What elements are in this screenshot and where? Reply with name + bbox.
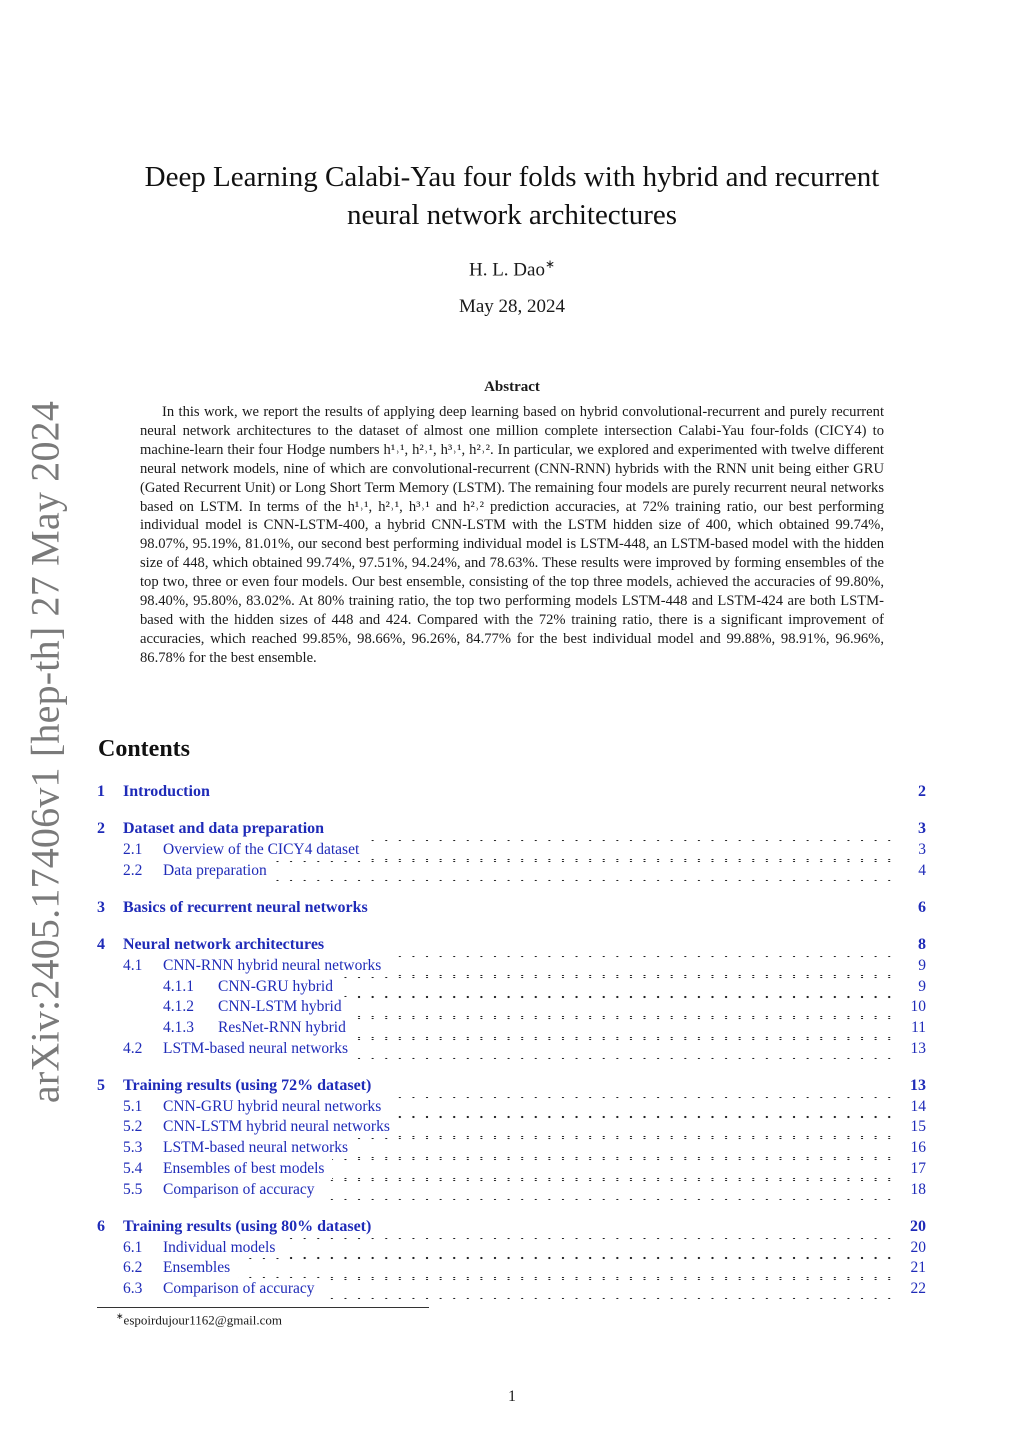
toc-entry-page[interactable]: 22: [910, 1280, 926, 1297]
toc-subsection-entry[interactable]: [0, 1258, 1024, 1278]
toc-leader-dots: [323, 1279, 896, 1299]
toc-entry-page[interactable]: 2: [918, 783, 926, 800]
toc-entry-title[interactable]: Overview of the CICY4 dataset: [163, 841, 360, 858]
abstract-text: In this work, we report the results of applying deep learning based on hybrid convolutional-recurrent and purely recurrent neural network architectures to the dataset of almost one million complete intersection Calabi-Yau four-folds (CICY4) to machine-learn their four Hodge numbers h¹˒¹, h²˒¹, h³˒¹, h²˒². In particular, we explored and experimented with twelve different neural network models, nine of which are convolutional-recurrent (CNN-RNN) hybrids with the RNN unit being either GRU (Gated Recurrent Unit) or Long Short Term Memory (LSTM). The remaining four models are purely recurrent neural networks based on LSTM. In terms of the h¹˒¹, h²˒¹, h³˒¹ and h²˒² prediction accuracies, at 72% training ratio, our best performing individual model is CNN-LSTM-400, a hybrid CNN-LSTM with the LSTM hidden size of 400, which obtained 99.74%, 98.07%, 95.19%, 81.01%, our second best performing individual model is LSTM-448, an LSTM-based model with the hidden size of 448, which obtained 99.74%, 97.51%, 94.24%, and 78.63%. These results were improved by forming ensembles of the top two, three or even four models. Our best ensemble, consisting of the top three models, achieved the accuracies of 99.80%, 98.40%, 95.80%, 83.02%. At 80% training ratio, the top two performing models LSTM-448 and LSTM-424 are both LSTM-based with the hidden sizes of 448 and 424. Compared with the 72% training ratio, there is a significant improvement of accuracies, which reached 99.85%, 98.66%, 96.26%, 84.77% for the best individual model and 99.88%, 98.91%, 96.96%, 86.78% for the best ensemble.: [140, 404, 884, 666]
toc-entry-number: 5.1: [123, 1098, 143, 1115]
toc-entry-title[interactable]: Comparison of accuracy: [163, 1181, 315, 1198]
toc-leader-dots: [367, 840, 896, 860]
toc-entry-title[interactable]: Comparison of accuracy: [163, 1280, 315, 1297]
toc-entry-page[interactable]: 13: [910, 1077, 926, 1094]
footnote-divider: [97, 1307, 429, 1308]
toc-subsection-entry[interactable]: [0, 1039, 1024, 1059]
toc-subsection-entry[interactable]: [0, 997, 1024, 1017]
toc-entry-title[interactable]: Neural network architectures: [123, 936, 325, 953]
toc-subsection-entry[interactable]: [0, 1238, 1024, 1258]
toc-entry-number: 5.2: [123, 1118, 143, 1135]
toc-subsection-entry[interactable]: [0, 956, 1024, 976]
contents-heading: Contents: [98, 736, 191, 762]
toc-entry-title[interactable]: ResNet-RNN hybrid: [218, 1019, 346, 1036]
toc-entry-page[interactable]: 15: [910, 1118, 926, 1135]
toc-entry-number: 5: [97, 1077, 105, 1094]
toc-subsection-entry[interactable]: [0, 1159, 1024, 1179]
toc-entry-title[interactable]: CNN-RNN hybrid neural networks: [163, 957, 382, 974]
toc-entry-number: 4: [97, 936, 105, 953]
toc-entry-page[interactable]: 3: [918, 841, 926, 858]
toc-leader-dots: [398, 1117, 896, 1137]
toc-entry-number: 2.2: [123, 862, 143, 879]
toc-entry-page[interactable]: 9: [918, 978, 926, 995]
toc-entry-page[interactable]: 20: [910, 1218, 926, 1235]
toc-entry-number: 1: [97, 783, 105, 800]
toc-leader-dots: [332, 1159, 896, 1179]
toc-entry-title[interactable]: CNN-LSTM hybrid neural networks: [163, 1118, 390, 1135]
publication-date: May 28, 2024: [458, 296, 566, 317]
toc-entry-title[interactable]: LSTM-based neural networks: [163, 1040, 349, 1057]
toc-entry-page[interactable]: 3: [918, 820, 926, 837]
toc-entry-title[interactable]: LSTM-based neural networks: [163, 1139, 349, 1156]
toc-entry-number: 4.1: [123, 957, 143, 974]
toc-entry-page[interactable]: 20: [910, 1239, 926, 1256]
toc-entry-title[interactable]: Ensembles of best models: [163, 1160, 325, 1177]
toc-entry-page[interactable]: 17: [910, 1160, 926, 1177]
toc-entry-title[interactable]: Individual models: [163, 1239, 276, 1256]
toc-entry-title[interactable]: Data preparation: [163, 862, 267, 879]
toc-entry-number: 6.2: [123, 1259, 143, 1276]
arxiv-identifier-text: arXiv:2405.17406v1 [hep-th] 27 May 2024: [22, 400, 68, 1104]
toc-leader-dots: [356, 1138, 896, 1158]
toc-leader-dots: [389, 956, 896, 976]
toc-leader-dots: [323, 1180, 896, 1200]
footnote-mark: ∗: [116, 1311, 124, 1321]
page-number: 1: [508, 1388, 516, 1405]
toc-entry-page[interactable]: 4: [918, 862, 926, 879]
toc-subsection-entry[interactable]: [0, 1117, 1024, 1137]
toc-entry-number: 4.1.2: [163, 998, 194, 1015]
toc-subsection-entry[interactable]: [0, 1138, 1024, 1158]
toc-entry-title[interactable]: Training results (using 72% dataset): [123, 1077, 372, 1094]
toc-leader-dots: [350, 997, 896, 1017]
paper-title: [100, 158, 924, 234]
toc-entry-number: 4.1.3: [163, 1019, 194, 1036]
toc-entry-number: 3: [97, 899, 105, 916]
toc-subsection-entry[interactable]: [0, 1097, 1024, 1117]
toc-entry-number: 4.2: [123, 1040, 143, 1057]
toc-subsection-entry[interactable]: [0, 1180, 1024, 1200]
toc-entry-number: 6: [97, 1218, 105, 1235]
toc-entry-title[interactable]: Basics of recurrent neural networks: [123, 899, 368, 916]
toc-leader-dots: [341, 977, 896, 997]
toc-leader-dots: [275, 861, 896, 881]
toc-entry-number: 5.4: [123, 1160, 143, 1177]
toc-entry-title[interactable]: CNN-LSTM hybrid: [218, 998, 342, 1015]
toc-subsection-entry[interactable]: [0, 861, 1024, 881]
toc-section-entry[interactable]: [0, 1217, 1024, 1237]
toc-subsection-entry[interactable]: [0, 840, 1024, 860]
author-name: H. L. Dao: [468, 259, 545, 281]
paper-title-line-2: neural network architectures: [346, 199, 678, 231]
toc-section-entry[interactable]: [0, 1076, 1024, 1096]
toc-entry-page[interactable]: 10: [910, 998, 926, 1015]
toc-subsection-entry[interactable]: [0, 1018, 1024, 1038]
toc-entry-page[interactable]: 16: [910, 1139, 926, 1156]
abstract-heading: Abstract: [484, 379, 540, 395]
toc-section-entry[interactable]: [0, 819, 1024, 839]
footnote-email: espoirdujour1162@gmail.com: [123, 1312, 282, 1328]
toc-entry-number: 6.1: [123, 1239, 143, 1256]
toc-entry-page[interactable]: 9: [918, 957, 926, 974]
author: [100, 257, 924, 281]
toc-entry-page[interactable]: 18: [910, 1181, 926, 1198]
toc-entry-title[interactable]: Introduction: [123, 783, 210, 800]
toc-entry-title[interactable]: Training results (using 80% dataset): [123, 1218, 372, 1235]
toc-entry-title[interactable]: Ensembles: [163, 1259, 231, 1276]
toc-entry-page[interactable]: 11: [911, 1019, 926, 1036]
toc-leader-dots: [283, 1238, 896, 1258]
toc-entry-page[interactable]: 14: [910, 1098, 926, 1115]
toc-subsection-entry[interactable]: [0, 1279, 1024, 1299]
toc-entry-title[interactable]: CNN-GRU hybrid neural networks: [163, 1098, 382, 1115]
toc-subsection-entry[interactable]: [0, 977, 1024, 997]
toc-entry-number: 4.1.1: [163, 978, 194, 995]
toc-leader-dots: [354, 1018, 896, 1038]
toc-section-entry[interactable]: [0, 935, 1024, 955]
toc-section-entry[interactable]: [0, 898, 1024, 918]
toc-entry-title[interactable]: Dataset and data preparation: [123, 820, 325, 837]
toc-entry-number: 2.1: [123, 841, 143, 858]
author-footnote-mark[interactable]: ∗: [544, 257, 556, 271]
toc-section-entry[interactable]: [0, 782, 1024, 802]
toc-leader-dots: [238, 1258, 896, 1278]
toc-leader-dots: [356, 1039, 896, 1059]
footnote: [116, 1311, 282, 1328]
toc-entry-title[interactable]: CNN-GRU hybrid: [218, 978, 333, 995]
toc-entry-page[interactable]: 8: [918, 936, 926, 953]
toc-entry-number: 2: [97, 820, 105, 837]
toc-entry-page[interactable]: 13: [910, 1040, 926, 1057]
toc-entry-page[interactable]: 6: [918, 899, 926, 916]
toc-entry-page[interactable]: 21: [910, 1259, 926, 1276]
toc-entry-number: 6.3: [123, 1280, 143, 1297]
toc-leader-dots: [389, 1097, 896, 1117]
toc-entry-number: 5.3: [123, 1139, 143, 1156]
toc-entry-number: 5.5: [123, 1181, 143, 1198]
paper-title-line-1: Deep Learning Calabi-Yau four folds with hybrid and recurrent: [144, 161, 880, 193]
